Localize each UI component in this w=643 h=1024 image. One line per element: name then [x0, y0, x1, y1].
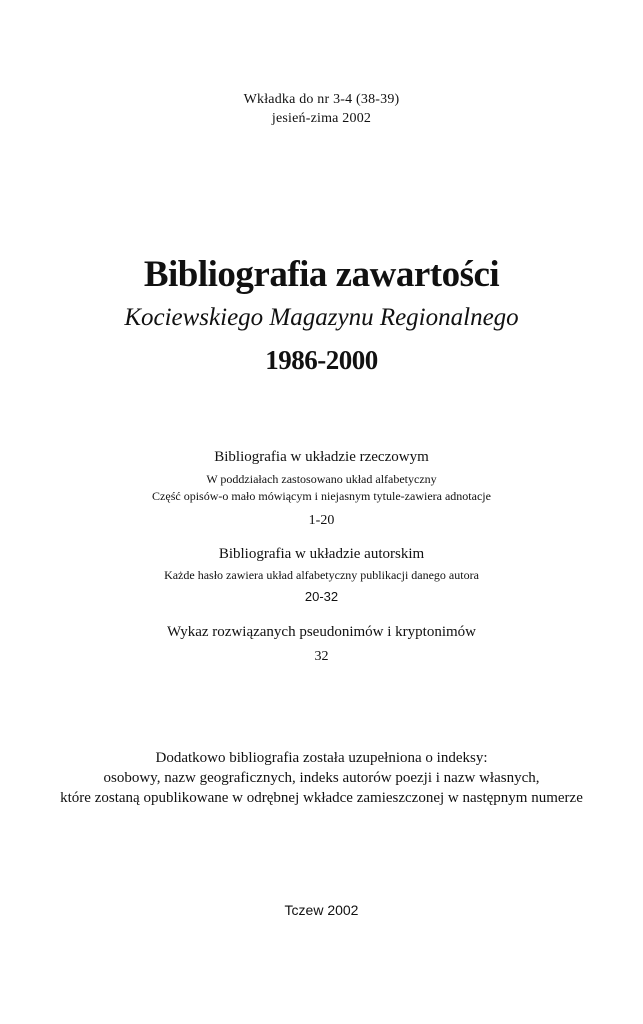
footer-line: osobowy, nazw geograficznych, indeks autorów poezji i nazw własnych,: [103, 770, 540, 786]
main-title: Bibliografia zawartości: [143, 254, 500, 295]
section-heading: Wykaz rozwiązanych pseudonimów i kryptonimów: [166, 624, 477, 640]
section-note: Każde hasło zawiera układ alfabetyczny publikacji danego autora: [164, 568, 479, 582]
footer-line: które zostaną opublikowane w odrębnej wkładce zamieszczonej w następnym numerze: [60, 790, 583, 806]
place-and-year: Tczew 2002: [284, 902, 359, 918]
page-range: 32: [314, 649, 329, 664]
years-range: 1986-2000: [265, 345, 378, 375]
insert-note: Wkładka do nr 3-4 (38-39): [243, 92, 400, 107]
footer-line: Dodatkowo bibliografia została uzupełniona o indeksy:: [155, 750, 488, 766]
section-note: W poddziałach zastosowano układ alfabetyczny: [206, 472, 437, 486]
subtitle: Kociewskiego Magazynu Regionalnego: [124, 304, 519, 331]
section-heading: Bibliografia w układzie autorskim: [218, 546, 425, 562]
page-range: 20-32: [304, 589, 339, 604]
section-note: Część opisów-o mało mówiącym i niejasnym tytule-zawiera adnotacje: [152, 489, 491, 503]
season-note: jesień-zima 2002: [271, 111, 372, 126]
page-range: 1-20: [308, 513, 335, 528]
section-heading: Bibliografia w układzie rzeczowym: [214, 449, 429, 465]
